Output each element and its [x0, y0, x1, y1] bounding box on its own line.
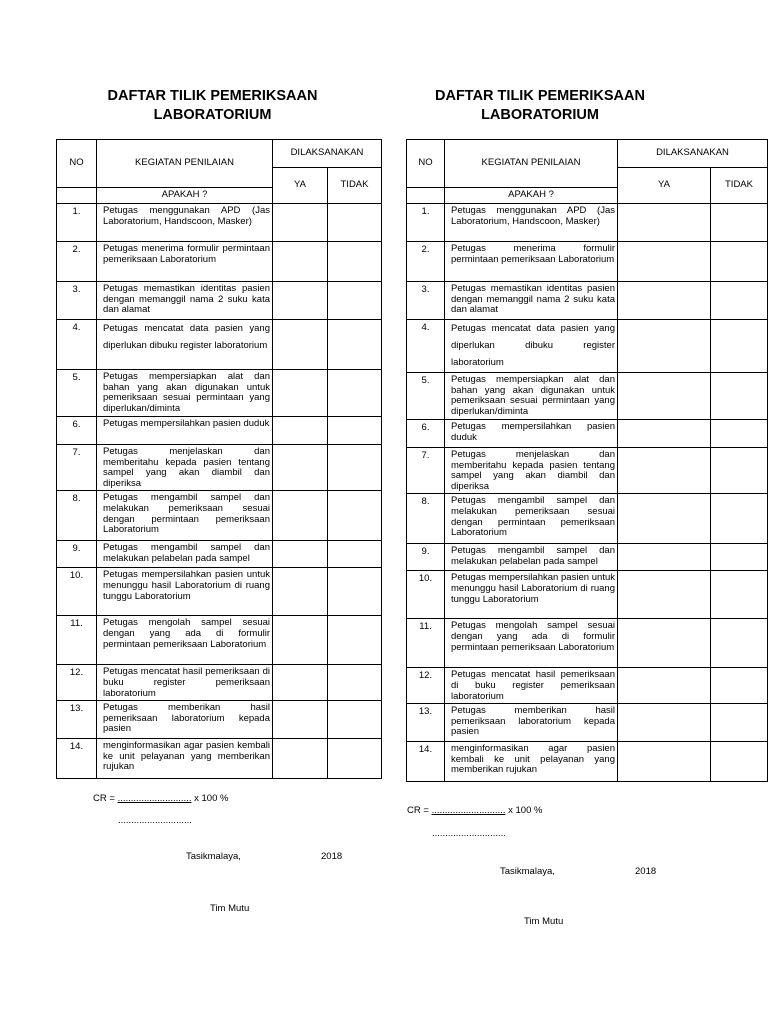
row-number: 1. [407, 204, 445, 242]
place-label: Tasikmalaya, [186, 851, 241, 862]
cr-numerator: ............................ [117, 793, 192, 804]
title-line-1: DAFTAR TILIK PEMERIKSAAN [107, 88, 318, 104]
title-line-2: LABORATORIUM [481, 107, 599, 123]
row-number: 5. [57, 370, 97, 417]
row-number: 8. [57, 491, 97, 541]
tidak-checkbox-cell[interactable] [711, 420, 768, 448]
row-number: 4. [57, 320, 97, 370]
row-activity: Petugas mengambil sampel dan melakukan pelabelan pada sampel [445, 544, 618, 571]
ya-checkbox-cell[interactable] [618, 242, 711, 282]
cr-formula [407, 805, 542, 816]
row-activity: Petugas menggunakan APD (Jas Laboratorium, Handscoon, Masker) [445, 204, 618, 242]
row-activity: Petugas mempersilahkan pasien duduk [445, 420, 618, 448]
row-number: 7. [407, 448, 445, 494]
cr-suffix: x 100 % [191, 793, 229, 804]
tidak-checkbox-cell[interactable] [711, 742, 768, 782]
row-activity: Petugas mencatat hasil pemeriksaan di buku register pemeriksaan laboratorium [445, 668, 618, 704]
ya-checkbox-cell[interactable] [618, 320, 711, 373]
row-number: 9. [57, 541, 97, 568]
tidak-checkbox-cell[interactable] [711, 242, 768, 282]
table-row [407, 544, 768, 571]
ya-checkbox-cell[interactable] [618, 619, 711, 668]
tidak-checkbox-cell[interactable] [711, 373, 768, 420]
table-row [407, 282, 768, 320]
ya-checkbox-cell[interactable] [618, 704, 711, 742]
header-tidak: TIDAK [328, 168, 382, 204]
tidak-checkbox-cell[interactable] [711, 619, 768, 668]
row-activity: menginformasikan agar pasien kembali ke unit pelayanan yang memberikan rujukan [97, 739, 273, 779]
row-activity: Petugas mengambil sampel dan melakukan pemeriksaan sesuai dengan permintaan pemeriksaan Laboratorium [445, 494, 618, 544]
row-number: 2. [57, 242, 97, 282]
header-tidak: TIDAK [711, 168, 768, 204]
tidak-checkbox-cell[interactable] [711, 704, 768, 742]
title-line-1: DAFTAR TILIK PEMERIKSAAN [435, 88, 645, 104]
table-row [407, 448, 768, 494]
row-activity: Petugas mencatat data pasien yang diperlukan dibuku register laboratorium [445, 320, 618, 373]
tidak-checkbox-cell[interactable] [711, 320, 768, 373]
row-number: 3. [407, 282, 445, 320]
header-kegiatan: KEGIATAN PENILAIAN [445, 140, 618, 188]
row-number: 14. [57, 739, 97, 779]
row-number: 12. [57, 665, 97, 701]
tidak-checkbox-cell[interactable] [711, 571, 768, 619]
cr-denominator: ............................ [118, 815, 192, 826]
cr-numerator: ............................ [431, 805, 506, 816]
cr-suffix: x 100 % [505, 805, 543, 816]
row-activity: Petugas mempersiapkan alat dan bahan yang akan digunakan untuk pemeriksaan sesuai permintaan yang diperlukan/diminta [445, 373, 618, 420]
ya-checkbox-cell[interactable] [618, 668, 711, 704]
row-number: 12. [407, 668, 445, 704]
row-number: 13. [57, 701, 97, 739]
ya-checkbox-cell[interactable] [618, 571, 711, 619]
place-label: Tasikmalaya, [500, 866, 555, 877]
header-ya: YA [273, 168, 328, 204]
header-dilaksanakan: DILAKSANAKAN [618, 140, 768, 168]
row-number: 11. [407, 619, 445, 668]
table-row [407, 204, 768, 242]
ya-checkbox-cell[interactable] [618, 420, 711, 448]
row-activity: Petugas mengambil sampel dan melakukan pemeriksaan sesuai dengan permintaan pemeriksaan Laboratorium [97, 491, 273, 541]
row-activity: Petugas mempersiapkan alat dan bahan yang akan digunakan untuk pemeriksaan sesuai permintaan yang diperlukan/diminta [97, 370, 273, 417]
row-number: 3. [57, 282, 97, 320]
header-apakah: APAKAH ? [445, 188, 618, 204]
form-title [384, 87, 696, 125]
table-row [407, 742, 768, 782]
tidak-checkbox-cell[interactable] [711, 204, 768, 242]
row-number: 4. [407, 320, 445, 373]
header-ya: YA [618, 168, 711, 204]
row-activity: Petugas menggunakan APD (Jas Laboratorium, Handscoon, Masker) [97, 204, 273, 242]
row-number: 7. [57, 445, 97, 491]
header-dilaksanakan: DILAKSANAKAN [273, 140, 382, 168]
row-activity: Petugas mengolah sampel sesuai dengan yang ada di formulir permintaan pemeriksaan Laboratorium [445, 619, 618, 668]
title-line-2: LABORATORIUM [153, 107, 272, 123]
tidak-checkbox-cell[interactable] [711, 282, 768, 320]
table-row [407, 420, 768, 448]
table-row [407, 704, 768, 742]
ya-checkbox-cell[interactable] [618, 742, 711, 782]
row-activity: Petugas memberikan hasil pemeriksaan laboratorium kepada pasien [97, 701, 273, 739]
row-number: 1. [57, 204, 97, 242]
row-activity: Petugas menerima formulir permintaan pemeriksaan Laboratorium [445, 242, 618, 282]
row-activity: Petugas mempersilahkan pasien duduk [97, 417, 273, 445]
ya-checkbox-cell[interactable] [618, 282, 711, 320]
signer-label: Tim Mutu [524, 916, 564, 927]
row-activity: Petugas memastikan identitas pasien dengan memanggil nama 2 suku kata dan alamat [97, 282, 273, 320]
row-activity: Petugas mengolah sampel sesuai dengan yang ada di formulir permintaan pemeriksaan Laboratorium [97, 616, 273, 665]
row-activity: Petugas mencatat hasil pemeriksaan di buku register pemeriksaan laboratorium [97, 665, 273, 701]
row-activity: Petugas menjelaskan dan memberitahu kepada pasien tentang sampel yang akan diambil dan diperiksa [445, 448, 618, 494]
tidak-checkbox-cell[interactable] [711, 494, 768, 544]
tidak-checkbox-cell[interactable] [711, 448, 768, 494]
row-activity: Petugas menerima formulir permintaan pemeriksaan Laboratorium [97, 242, 273, 282]
signer-label: Tim Mutu [210, 903, 250, 914]
row-activity: menginformasikan agar pasien kembali ke unit pelayanan yang memberikan rujukan [445, 742, 618, 782]
table-row [407, 320, 768, 373]
row-number: 10. [407, 571, 445, 619]
table-body [407, 140, 768, 782]
cr-denominator: ............................ [432, 828, 506, 839]
row-activity: Petugas mengambil sampel dan melakukan pelabelan pada sampel [97, 541, 273, 568]
row-number: 10. [57, 568, 97, 616]
cr-prefix: CR = [407, 805, 432, 816]
header-no: NO [57, 140, 97, 188]
row-number: 13. [407, 704, 445, 742]
row-number: 6. [407, 420, 445, 448]
row-number: 2. [407, 242, 445, 282]
ya-checkbox-cell[interactable] [618, 494, 711, 544]
ya-checkbox-cell[interactable] [618, 544, 711, 571]
table-row [407, 668, 768, 704]
ya-checkbox-cell[interactable] [618, 373, 711, 420]
row-number: 8. [407, 494, 445, 544]
year-label: 2018 [635, 866, 657, 877]
row-number: 6. [57, 417, 97, 445]
ya-checkbox-cell[interactable] [618, 448, 711, 494]
cr-prefix: CR = [93, 793, 118, 804]
tidak-checkbox-cell[interactable] [711, 544, 768, 571]
row-activity: Petugas memberikan hasil pemeriksaan laboratorium kepada pasien [445, 704, 618, 742]
tidak-checkbox-cell[interactable] [711, 668, 768, 704]
table-row [407, 373, 768, 420]
header-kegiatan: KEGIATAN PENILAIAN [97, 140, 273, 188]
header-apakah: APAKAH ? [97, 188, 273, 204]
ya-checkbox-cell[interactable] [618, 204, 711, 242]
table-row [407, 619, 768, 668]
table-row [407, 494, 768, 544]
row-number: 9. [407, 544, 445, 571]
table-row [407, 242, 768, 282]
year-label: 2018 [321, 851, 343, 862]
header-no: NO [407, 140, 445, 188]
row-activity: Petugas menjelaskan dan memberitahu kepada pasien tentang sampel yang akan diambil dan diperiksa [97, 445, 273, 491]
row-number: 5. [407, 373, 445, 420]
row-activity: Petugas mempersilahkan pasien untuk menunggu hasil Laboratorium di ruang tunggu Laboratorium [97, 568, 273, 616]
table-row [407, 571, 768, 619]
row-activity: Petugas mempersilahkan pasien untuk menunggu hasil Laboratorium di ruang tunggu Laboratorium [445, 571, 618, 619]
row-number: 11. [57, 616, 97, 665]
checklist-table [406, 139, 768, 782]
row-number: 14. [407, 742, 445, 782]
header-apakah-blank [407, 188, 445, 204]
row-activity: Petugas memastikan identitas pasien dengan memanggil nama 2 suku kata dan alamat [445, 282, 618, 320]
row-activity: Petugas mencatat data pasien yang diperlukan dibuku register laboratorium [97, 320, 273, 370]
